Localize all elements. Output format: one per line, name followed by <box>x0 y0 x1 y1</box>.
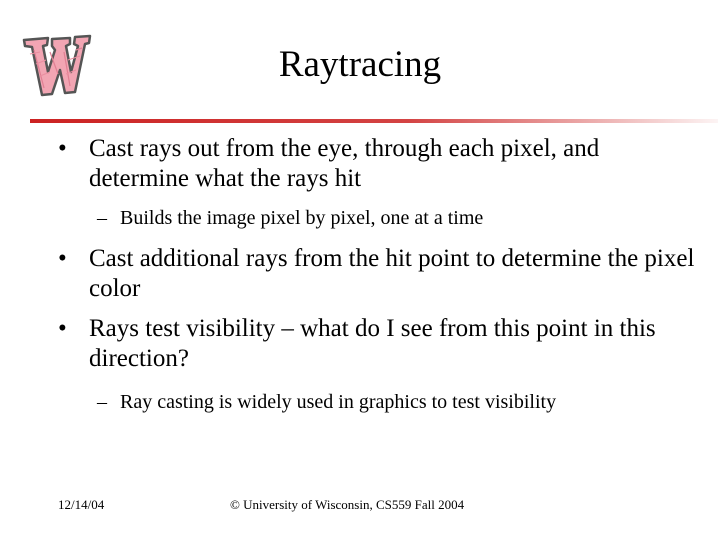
slide-title: Raytracing <box>278 44 442 85</box>
bullet-marker: • <box>58 135 67 162</box>
sub-bullet-item <box>58 206 698 230</box>
bullet-text: Cast rays out from the eye, through each pixel, and determine what the rays hit <box>89 135 600 192</box>
bullet-marker: • <box>58 315 67 342</box>
footer-date: 12/14/04 <box>58 497 105 512</box>
sub-bullet-item <box>58 390 698 414</box>
sub-bullet-text: Builds the image pixel by pixel, one at a time <box>120 207 484 229</box>
bullet-item <box>58 134 698 194</box>
footer-copyright: © University of Wisconsin, CS559 Fall 2004 <box>230 497 465 512</box>
slide-body <box>58 134 698 414</box>
bullet-item <box>58 244 698 304</box>
bullet-marker: • <box>58 245 67 272</box>
sub-bullet-marker: – <box>97 207 107 229</box>
bullet-text: Cast additional rays from the hit point to determine the pixel color <box>89 245 695 302</box>
sub-bullet-marker: – <box>97 391 107 413</box>
wisconsin-w-logo-icon <box>20 30 92 100</box>
bullet-item <box>58 314 698 374</box>
sub-bullet-text: Ray casting is widely used in graphics to test visibility <box>120 391 557 413</box>
bullet-text: Rays test visibility – what do I see from this point in this direction? <box>89 315 656 372</box>
title-divider <box>30 119 718 123</box>
